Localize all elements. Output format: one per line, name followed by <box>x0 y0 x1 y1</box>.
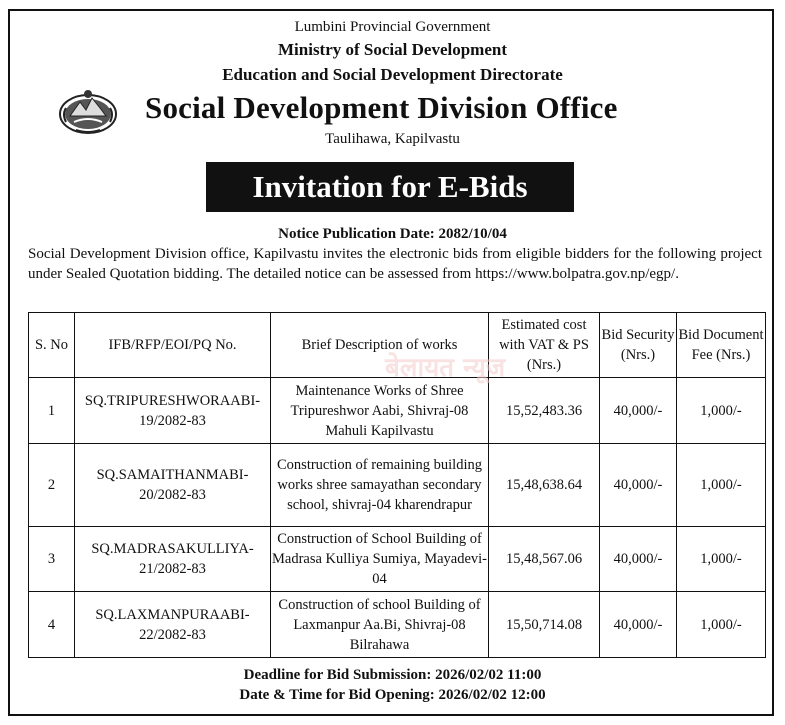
cell-ifb: SQ.MADRASAKULLIYA-21/2082-83 <box>75 527 271 592</box>
cell-fee: 1,000/- <box>677 444 766 527</box>
header-security: Bid Security (Nrs.) <box>600 313 677 378</box>
cell-fee: 1,000/- <box>677 378 766 444</box>
cell-sno: 2 <box>29 444 75 527</box>
watermark: बेलायत न्यूज <box>385 353 506 383</box>
directorate-name: Education and Social Development Directorate <box>222 65 563 84</box>
header-ifb: IFB/RFP/EOI/PQ No. <box>75 313 271 378</box>
cell-ifb: SQ.LAXMANPURAABI-22/2082-83 <box>75 592 271 658</box>
cell-description: Maintenance Works of Shree Tripureshwor Aabi, Shivraj-08 Mahuli Kapilvastu <box>271 378 489 444</box>
bid-opening-time: Date & Time for Bid Opening: 2026/02/02 12:00 <box>239 687 546 703</box>
office-name: Social Development Division Office <box>145 90 618 125</box>
cell-fee: 1,000/- <box>677 527 766 592</box>
intro-paragraph: Social Development Division office, Kapilvastu invites the electronic bids from eligible bidders for the following project under Sealed Quotation bidding. The detailed notice can be assessed from https://www.bolpatra.gov.np/egp/. <box>28 246 762 282</box>
cell-security: 40,000/- <box>600 527 677 592</box>
cell-cost: 15,48,638.64 <box>489 444 600 527</box>
cell-ifb: SQ.SAMAITHANMABI-20/2082-83 <box>75 444 271 527</box>
deadline-submission: Deadline for Bid Submission: 2026/02/02 11:00 <box>243 667 542 683</box>
cell-description: Construction of school Building of Laxmanpur Aa.Bi, Shivraj-08 Bilrahawa <box>271 592 489 658</box>
cell-security: 40,000/- <box>600 378 677 444</box>
ministry-name: Ministry of Social Development <box>278 40 507 59</box>
cell-fee: 1,000/- <box>677 592 766 658</box>
table-row <box>29 592 766 658</box>
cell-description: Construction of School Building of Madrasa Kulliya Sumiya, Mayadevi-04 <box>271 527 489 592</box>
banner-title: Invitation for E-Bids <box>206 162 574 212</box>
cell-sno: 1 <box>29 378 75 444</box>
cell-description: Construction of remaining building works shree samayathan secondary school, shivraj-04 kharendrapur <box>271 444 489 527</box>
cell-sno: 4 <box>29 592 75 658</box>
office-location: Taulihawa, Kapilvastu <box>325 131 460 147</box>
bids-table <box>28 312 766 658</box>
table-row <box>29 527 766 592</box>
cell-cost: 15,50,714.08 <box>489 592 600 658</box>
cell-cost: 15,48,567.06 <box>489 527 600 592</box>
publication-date: Notice Publication Date: 2082/10/04 <box>278 226 507 242</box>
header-description: Brief Description of works <box>271 313 489 378</box>
cell-sno: 3 <box>29 527 75 592</box>
cell-ifb: SQ.TRIPURESHWORAABI-19/2082-83 <box>75 378 271 444</box>
cell-security: 40,000/- <box>600 444 677 527</box>
table-header-row <box>29 313 766 378</box>
government-name: Lumbini Provincial Government <box>294 19 491 35</box>
table-row <box>29 378 766 444</box>
table-row <box>29 444 766 527</box>
cell-cost: 15,52,483.36 <box>489 378 600 444</box>
header-cost: Estimated cost with VAT & PS (Nrs.) <box>489 313 600 378</box>
header-sno: S. No <box>29 313 75 378</box>
header-fee: Bid Document Fee (Nrs.) <box>677 313 766 378</box>
nepal-government-emblem-icon <box>56 86 120 136</box>
cell-security: 40,000/- <box>600 592 677 658</box>
